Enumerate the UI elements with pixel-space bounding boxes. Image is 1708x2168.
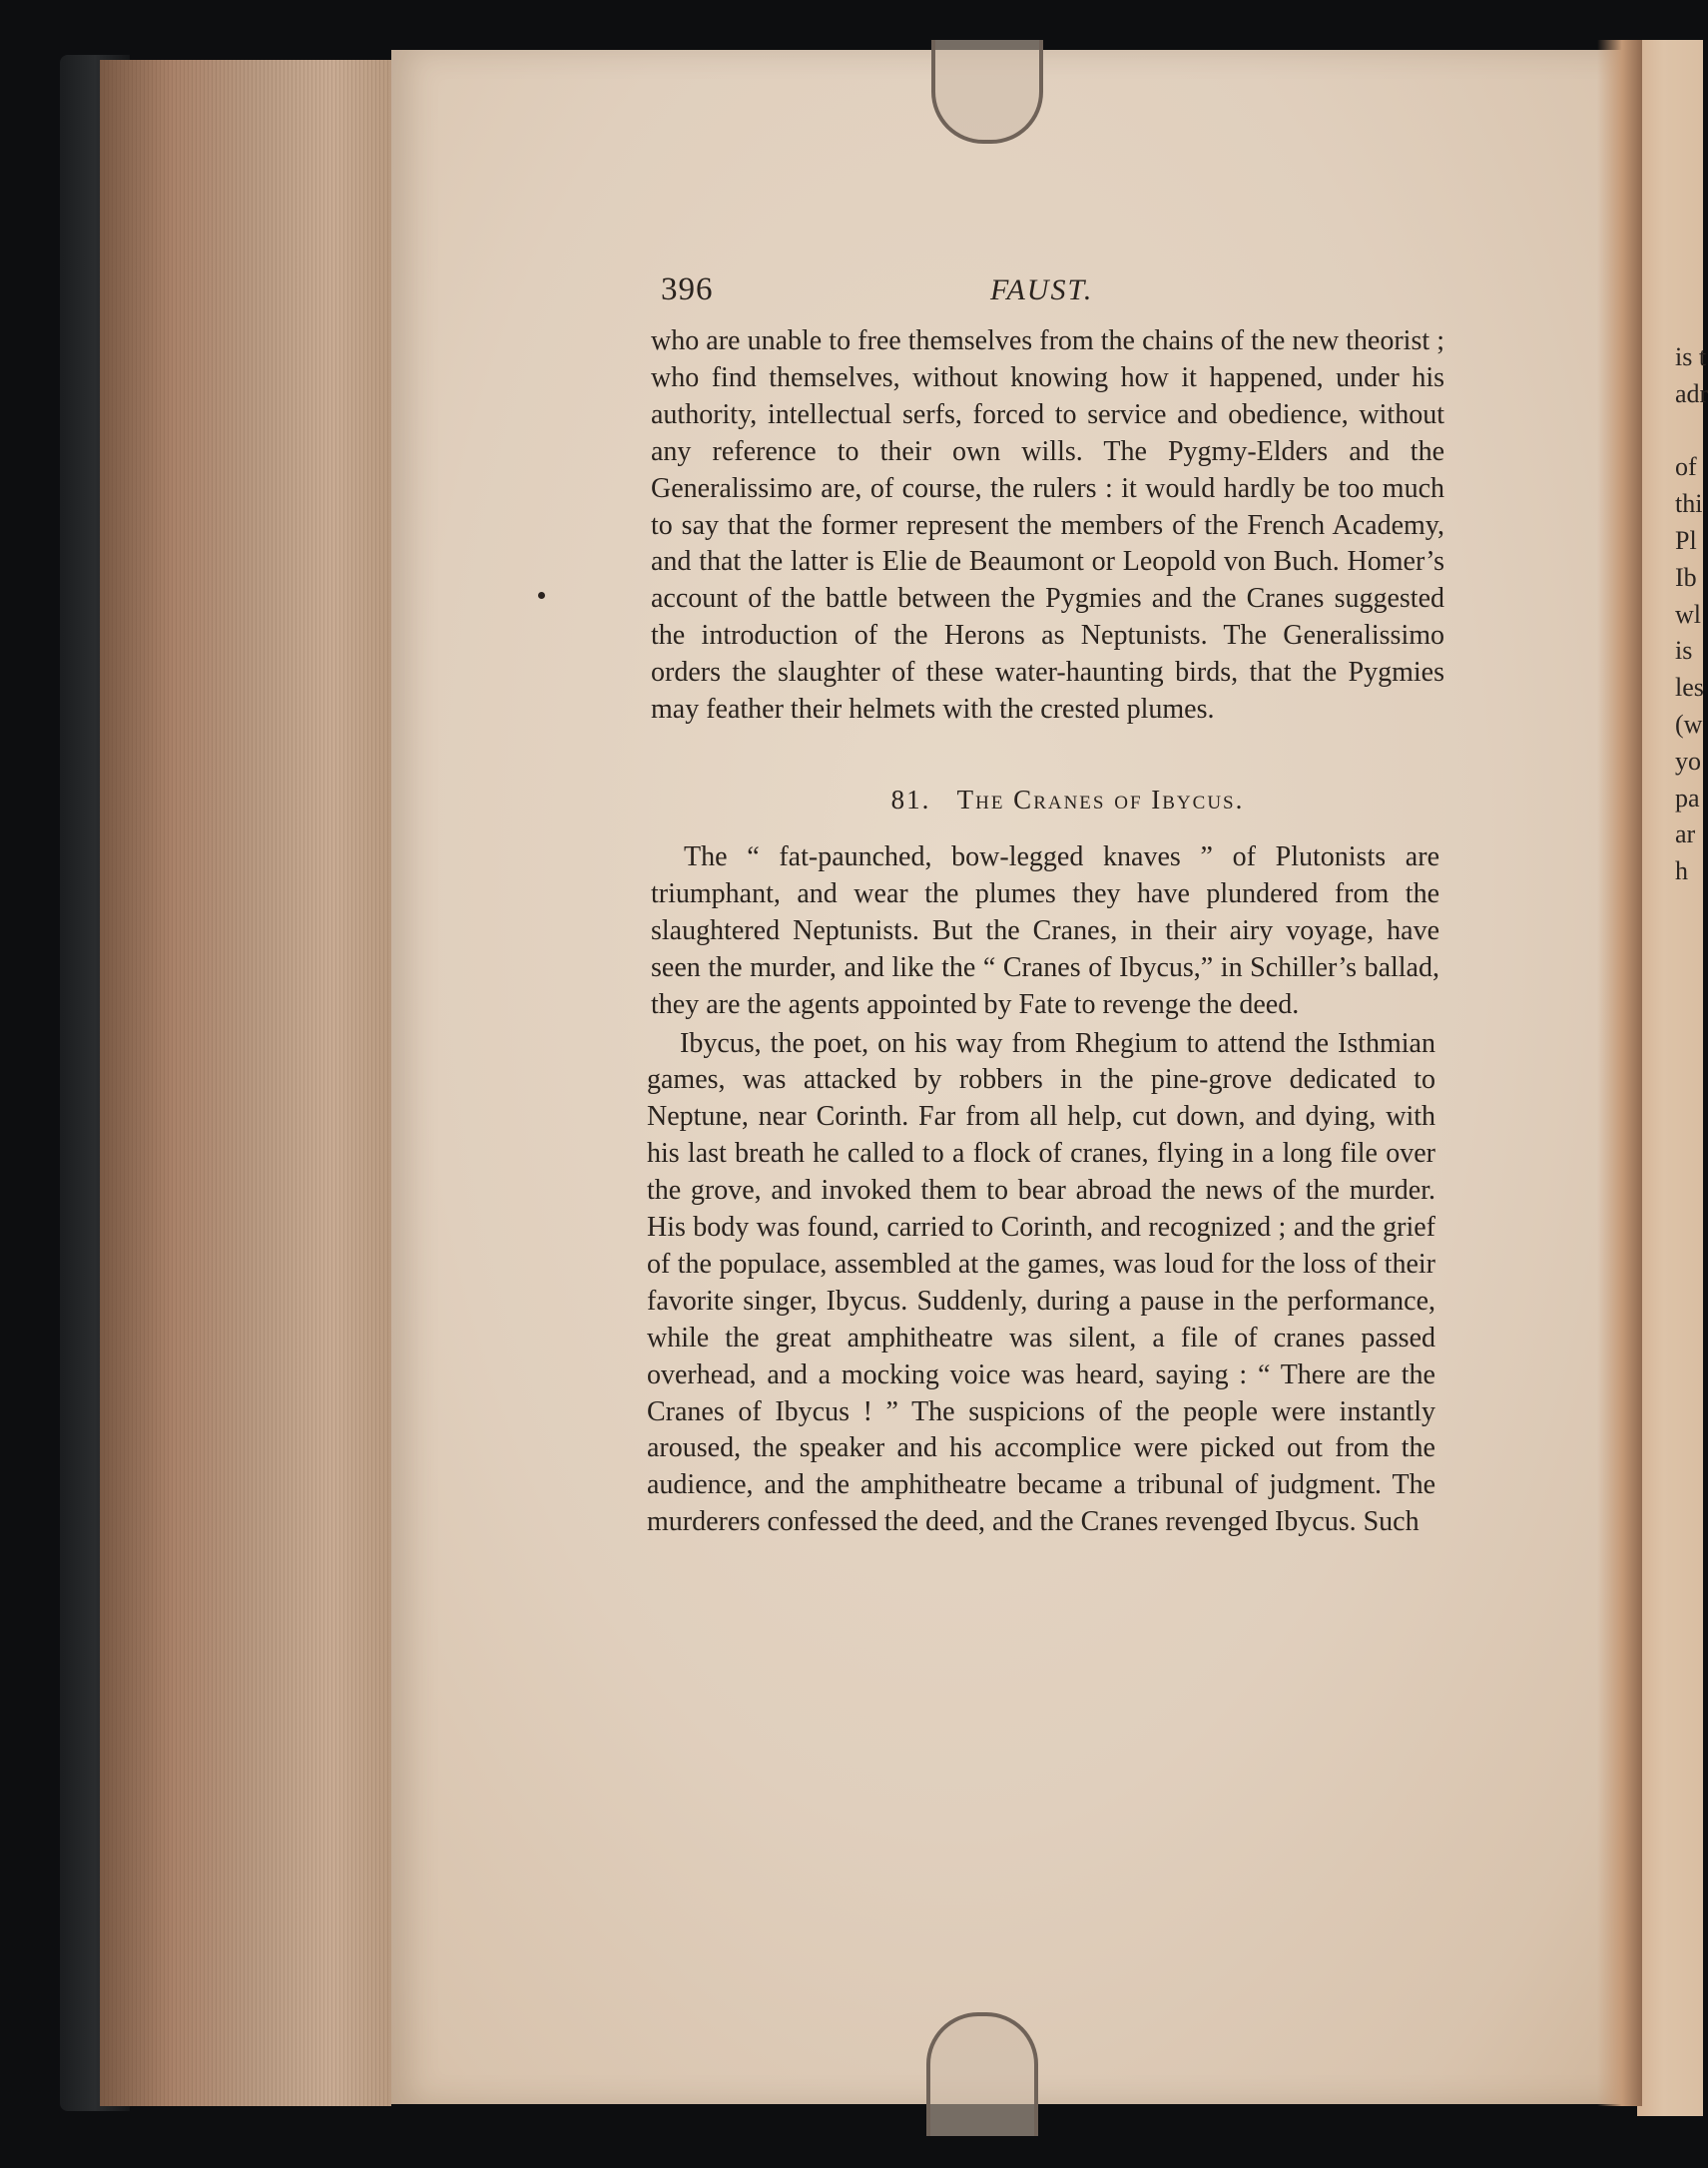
paragraph: The “ fat-paunched, bow-legged knaves ” of Plutonists are triumphant, and wear the plumes they have plundered from the slaughtered Neptunists. But the Cranes, in their airy voyage, have seen the murder, and like the “ Cranes of Ibycus,” in Schiller’s ballad, they are the agents appointed by Fate to revenge the deed. (651, 840, 1439, 1020)
fragment-line: is t (1675, 342, 1707, 371)
next-page-text-fragments (1675, 339, 1708, 890)
fragment-line: is (1675, 636, 1693, 666)
fragment-line: h (1675, 856, 1688, 886)
fragment-line: yo (1675, 746, 1701, 776)
fragment-line: of (1675, 452, 1697, 482)
fragment-line: Pl (1675, 525, 1697, 555)
fragment-line: les (1675, 673, 1704, 703)
page-gutter (1597, 40, 1642, 2106)
fragment-line: Ib (1675, 562, 1697, 592)
fragment-line: wl (1675, 599, 1701, 629)
fragment-line: pa (1675, 783, 1700, 813)
page-header (651, 270, 1444, 323)
fragment-line: (w (1675, 709, 1703, 739)
page-edges (100, 60, 391, 2106)
text-column (647, 270, 1444, 1541)
section-heading (651, 780, 1444, 819)
ink-speck (538, 592, 545, 599)
fragment-line: ar (1675, 819, 1696, 849)
fragment-line: adr (1675, 378, 1708, 408)
fragment-line (1675, 413, 1703, 450)
page-clip-bottom (926, 2012, 1038, 2136)
section-title: The Cranes of Ibycus. (956, 784, 1245, 814)
running-title: FAUST. (990, 273, 1094, 306)
page-number: 396 (661, 271, 714, 307)
page-clip-top (931, 40, 1043, 144)
paragraph: Ibycus, the poet, on his way from Rhegium to attend the Isthmian games, was attacked by robbers in the pine-grove dedicated to Neptune, near Corinth. Far from all help, cut down, and dying, with his last breath he called to a flock of cranes, flying in a long file over the grove, and invoked them to bear abroad the news of the murder. His body was found, carried to Corinth, and recognized ; and the grief of the populace, assembled at the games, was loud for the loss of their favorite singer, Ibycus. Suddenly, during a pause in the performance, while the great amphitheatre was silent, a file of cranes passed overhead, and a mocking voice was heard, saying : “ There are the Cranes of Ibycus ! ” The suspicions of the people were instantly aroused, the speaker and his accomplice were picked out from the audience, and the amphitheatre became a tribunal of judgment. The murderers confessed the deed, and the Cranes revenged Ibycus. Such (647, 1027, 1435, 1538)
paragraph-continued: who are unable to free themselves from the chains of the new theorist ; who find themselves, without knowing how it happened, under his authority, intellectual serfs, forced to service and obedience, without any reference to their own wills. The Pygmy-Elders and the Generalissimo are, of course, the rulers : it would hardly be too much to say that the former represent the members of the French Academy, and that the latter is Elie de Beaumont or Leopold von Buch. Homer’s account of the battle between the Pygmies and the Cranes suggested the introduction of the Herons as Neptunists. The Generalissimo orders the slaughter of these water-haunting birds, that the Pygmies may feather their helmets with the crested plumes. (651, 325, 1444, 726)
section-number: 81. (890, 784, 931, 814)
fragment-line: thi (1675, 489, 1703, 519)
